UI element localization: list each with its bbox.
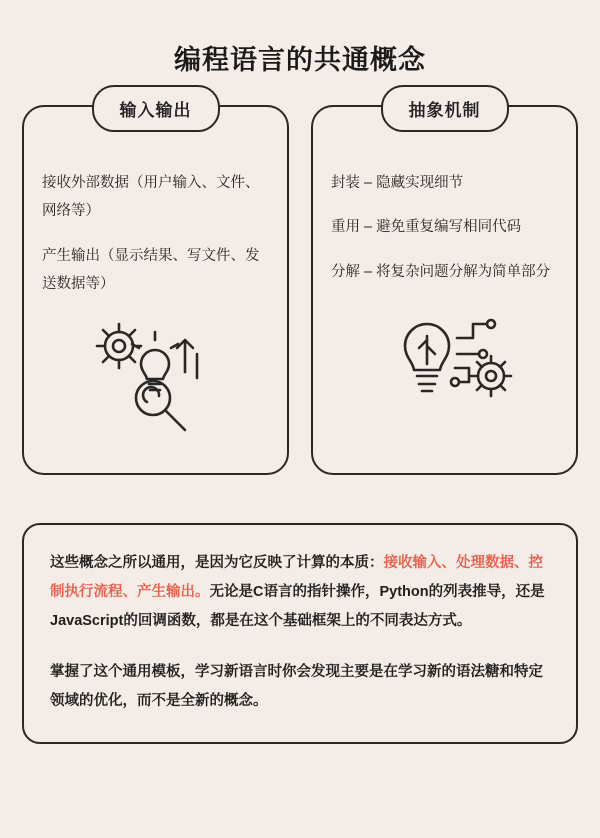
bullet-item: 接收外部数据（用户输入、文件、网络等）: [42, 175, 260, 220]
bullet-item: 重用 – 避免重复编写相同代码: [331, 219, 522, 236]
bullet-item: 封装 – 隐藏实现细节: [331, 175, 464, 191]
bullet-list-input-output: [42, 169, 269, 298]
summary-part-2: 无论是C语言的指针操作，Python的列表推导，还是JavaScript的回调函数，都是在这个基础框架上的不同表达方式。: [50, 584, 545, 629]
summary-highlight: 接收输入、处理数据、控制执行流程、产生输出。: [50, 555, 543, 600]
lightbulb-circuit-gear-icon: [331, 302, 558, 412]
bullet-list-abstraction: [331, 169, 558, 286]
summary-paragraph-2: 掌握了这个通用模板，学习新语言时你会发现主要是在学习新的语法糖和特定领域的优化，而不是全新的概念。: [50, 664, 543, 709]
card-header-input-output: 输入输出: [92, 85, 220, 132]
card-header-abstraction: 抽象机制: [381, 85, 509, 132]
lightbulb-gear-magnifier-icon: [42, 314, 269, 434]
bullet-item: 产生输出（显示结果、写文件、发送数据等）: [42, 247, 260, 292]
poster-root: [0, 38, 600, 838]
bullet-item: 分解 – 将复杂问题分解为简单部分: [331, 263, 551, 280]
card-input-output: [22, 101, 289, 475]
summary-part-1: 这些概念之所以通用，是因为它反映了计算的本质：: [50, 555, 384, 571]
summary-note: [22, 523, 578, 744]
cards-row: [22, 101, 578, 475]
page-title: 编程语言的共通概念: [174, 45, 426, 75]
card-abstraction: [311, 101, 578, 475]
summary-paragraph-1: [50, 549, 550, 636]
